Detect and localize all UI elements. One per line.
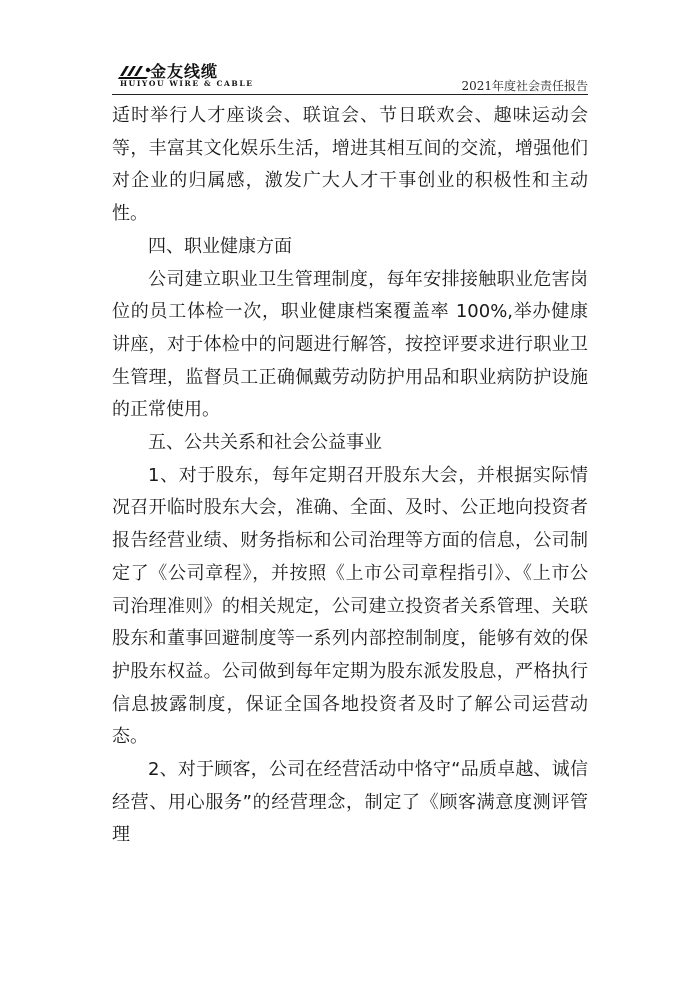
company-logo xyxy=(112,58,342,92)
report-title: 2021年度社会责任报告 xyxy=(461,79,588,93)
paragraph-shareholders: 1、对于股东，每年定期召开股东大会，并根据实际情况召开临时股东大会，准确、全面、及时、公正地向投资者报告经营业绩、财务指标和公司治理等方面的信息，公司制定了《公司章程》，并按照《上市公司章程指引》、《上市公司治理准则》的相关规定，公司建立投资者关系管理、关联股东和董事回避制度等一系列内部控制制度，能够有效的保护股东权益。公司做到每年定期为股东派发股息，严格执行信息披露制度，保证全国各地投资者及时了解公司运营动态。 xyxy=(112,464,588,748)
logo-chinese-name: 金友线缆 xyxy=(150,62,219,81)
paragraph-talent-activities: 适时举行人才座谈会、联谊会、节日联欢会、趣味运动会等，丰富其文化娱乐生活，增进其相互间的交流，增强他们对企业的归属感，激发广大人才干事创业的积极性和主动性。 xyxy=(112,105,588,225)
logo-mark-icon xyxy=(118,62,152,80)
paragraph-customers: 2、对于顾客，公司在经营活动中恪守“品质卓越、诚信经营、用心服务”的经营理念，制定了《顾客满意度测评管理 xyxy=(112,759,588,846)
header-rule xyxy=(112,94,588,95)
paragraph-occupational-health: 公司建立职业卫生管理制度，每年安排接触职业危害岗位的员工体检一次，职业健康档案覆盖率 100%,举办健康讲座，对于体检中的问题进行解答，按控评要求进行职业卫生管理，监督员工正确佩戴劳动防护用品和职业病防护设施的正常使用。 xyxy=(112,268,588,421)
heading-occupational-health: 四、职业健康方面 xyxy=(148,235,292,257)
document-body xyxy=(112,100,588,852)
page-header xyxy=(112,58,588,98)
logo-english-name: HUIYOU WIRE & CABLE xyxy=(120,79,254,88)
heading-public-relations: 五、公共关系和社会公益事业 xyxy=(148,432,382,454)
